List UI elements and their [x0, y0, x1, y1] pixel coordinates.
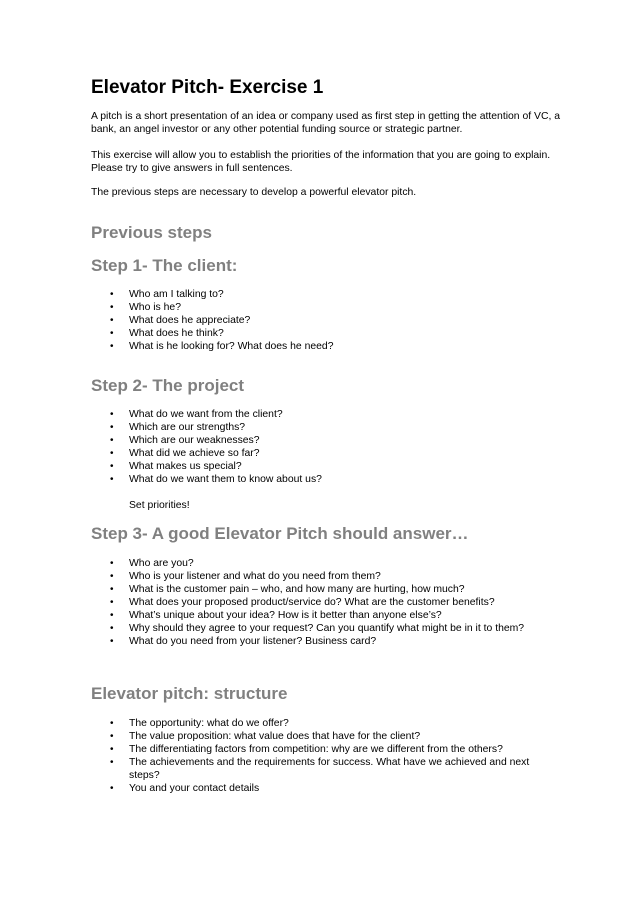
list-item-text: You and your contact details	[129, 783, 260, 794]
list-item-text: Why should they agree to your request? Can you quantify what might be in it to them?	[129, 623, 525, 634]
list-item-text: The value proposition: what value does that have for the client?	[129, 731, 421, 742]
bullet-icon: •	[110, 341, 114, 352]
intro-paragraph-2: This exercise will allow you to establish the priorities of the information that you are going to explain. Please try to give answers in full sentences.	[91, 150, 551, 174]
bullet-icon: •	[110, 448, 114, 459]
list-item	[91, 557, 561, 570]
bullet-icon: •	[110, 289, 114, 300]
list-item-text: Who is he?	[129, 302, 181, 313]
step3-list	[91, 557, 561, 648]
list-item	[91, 782, 561, 795]
bullet-icon: •	[110, 461, 114, 472]
list-item	[91, 609, 561, 622]
bullet-icon: •	[110, 422, 114, 433]
list-item	[91, 314, 561, 327]
structure-list	[91, 717, 561, 795]
list-item	[91, 596, 561, 609]
bullet-icon: •	[110, 610, 114, 621]
list-item-text: What does he appreciate?	[129, 315, 251, 326]
list-item-text: The achievements and the requirements for success. What have we achieved and next steps?	[129, 757, 530, 781]
list-item	[91, 756, 561, 782]
bullet-icon: •	[110, 636, 114, 647]
bullet-icon: •	[110, 584, 114, 595]
bullet-icon: •	[110, 744, 114, 755]
list-item	[91, 622, 561, 635]
bullet-icon: •	[110, 435, 114, 446]
list-item-text: What is he looking for? What does he need?	[129, 341, 334, 352]
bullet-icon: •	[110, 474, 114, 485]
document-title: Elevator Pitch- Exercise 1	[91, 77, 324, 98]
list-item-text: Which are our strengths?	[129, 422, 246, 433]
list-item-text: What do we want from the client?	[129, 409, 283, 420]
list-item-text: What’s unique about your idea? How is it better than anyone else’s?	[129, 610, 442, 621]
list-item-text: What do you need from your listener? Business card?	[129, 636, 377, 647]
list-item-text: What does he think?	[129, 328, 224, 339]
list-item	[91, 327, 561, 340]
list-item	[91, 583, 561, 596]
list-item	[91, 570, 561, 583]
list-item	[91, 635, 561, 648]
list-item-text: Who am I talking to?	[129, 289, 224, 300]
list-item-text: What is the customer pain – who, and how many are hurting, how much?	[129, 584, 465, 595]
list-item	[91, 408, 561, 421]
list-item-text: What did we achieve so far?	[129, 448, 260, 459]
list-item	[91, 717, 561, 730]
list-item	[91, 421, 561, 434]
bullet-icon: •	[110, 302, 114, 313]
step3-heading: Step 3- A good Elevator Pitch should answer…	[91, 524, 469, 543]
bullet-icon: •	[110, 558, 114, 569]
bullet-icon: •	[110, 623, 114, 634]
list-item-text: Who are you?	[129, 558, 194, 569]
bullet-icon: •	[110, 571, 114, 582]
step2-note: Set priorities!	[129, 500, 190, 511]
step2-list	[91, 408, 561, 486]
list-item	[91, 473, 561, 486]
bullet-icon: •	[110, 731, 114, 742]
list-item	[91, 460, 561, 473]
list-item	[91, 301, 561, 314]
list-item	[91, 743, 561, 756]
bullet-icon: •	[110, 783, 114, 794]
bullet-icon: •	[110, 718, 114, 729]
step1-heading: Step 1- The client:	[91, 256, 238, 275]
step2-heading: Step 2- The project	[91, 376, 245, 395]
list-item-text: What makes us special?	[129, 461, 242, 472]
bullet-icon: •	[110, 328, 114, 339]
structure-heading: Elevator pitch: structure	[91, 684, 288, 703]
bullet-icon: •	[110, 597, 114, 608]
list-item	[91, 447, 561, 460]
list-item	[91, 730, 561, 743]
intro-paragraph-1: A pitch is a short presentation of an idea or company used as first step in getting the attention of VC, a bank, an angel investor or any other potential funding source or strategic partner.	[91, 111, 561, 135]
list-item	[91, 434, 561, 447]
list-item-text: The differentiating factors from competition: why are we different from the others?	[129, 744, 503, 755]
bullet-icon: •	[110, 409, 114, 420]
list-item-text: The opportunity: what do we offer?	[129, 718, 289, 729]
list-item-text: What does your proposed product/service do? What are the customer benefits?	[129, 597, 495, 608]
bullet-icon: •	[110, 757, 114, 768]
list-item	[91, 288, 561, 301]
list-item-text: What do we want them to know about us?	[129, 474, 322, 485]
bullet-icon: •	[110, 315, 114, 326]
step1-list	[91, 288, 561, 353]
list-item-text: Which are our weaknesses?	[129, 435, 260, 446]
previous-steps-heading: Previous steps	[91, 223, 212, 242]
intro-paragraph-3: The previous steps are necessary to develop a powerful elevator pitch.	[91, 187, 417, 198]
list-item-text: Who is your listener and what do you need from them?	[129, 571, 381, 582]
list-item	[91, 340, 561, 353]
